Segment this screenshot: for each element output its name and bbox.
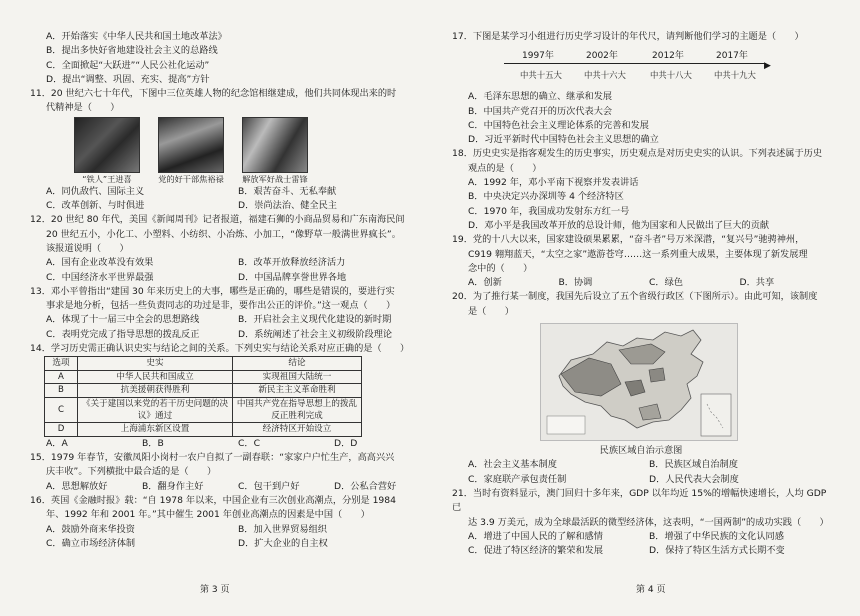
q19-stem-2: C919 翱翔蓝天，“太空之家”遨游苍穹……这一系列重大成果，主要体现了新发展理 — [468, 248, 808, 260]
q10-option-d: D．提出“调整、巩固、充实、提高”方针 — [46, 73, 210, 85]
map-caption: 民族区域自治示意图 — [599, 445, 683, 457]
q11-option-a: A．同仇敌忾、国际主义 — [46, 185, 145, 197]
q20-options-row2 — [452, 473, 830, 487]
q17-option-a: A．毛泽东思想的确立、继承和发展 — [468, 91, 613, 103]
q16-options-row2 — [30, 537, 430, 551]
q11-stem-cont: 代精神是（ ） — [46, 102, 120, 114]
q17-stem: 17．下图是某学习小组进行历史学习设计的年代尺，请判断他们学习的主题是（ ） — [452, 31, 804, 42]
q15-option-a: A．思想解放好 — [46, 480, 108, 492]
photo-jiao-yulu — [158, 117, 224, 185]
table-row — [45, 370, 362, 383]
q12-stem-1: 12．20 世纪 80 年代，美国《新闻周刊》记者报道，福建石狮的小商品贸易和广东南海民间 — [30, 214, 405, 226]
q18-stem-2: 观点的是（ ） — [468, 162, 542, 174]
table-row — [45, 423, 362, 436]
q15-option-b: B．翻身作主好 — [142, 480, 204, 492]
q16-option-d: D．扩大企业的自主权 — [238, 537, 328, 549]
q13-stem-1: 13．邓小平曾指出“建国 30 年来历史上的大事，哪些是正确的，哪些是错误的，要进行实 — [30, 285, 395, 297]
q11-photos — [74, 117, 430, 185]
q20-option-c: C．家庭联产承包责任制 — [468, 473, 567, 485]
q17-option-d: D．习近平新时代中国特色社会主义思想的确立 — [468, 134, 659, 146]
q12-options-row2 — [30, 271, 430, 285]
q11-option-c: C．改革创新、与时俱进 — [46, 200, 145, 212]
q16-stem-2: 年、1992 年和 2001 年。”其中催生 2001 年创业高潮点的因素是中国（ ） — [46, 509, 370, 521]
q19-option-a: A．创新 — [468, 277, 502, 289]
table-cell: B — [45, 384, 78, 397]
q12-option-d: D．中国品牌享誉世界各地 — [238, 271, 347, 283]
q21-option-c: C．促进了特区经济的繁荣和发展 — [468, 545, 604, 557]
q14-table — [44, 356, 362, 436]
q13-options-row2 — [30, 328, 430, 342]
q17-timeline — [452, 46, 830, 88]
table-cell: A — [45, 370, 78, 383]
timeline-arrow-icon: ▶ — [764, 61, 771, 72]
q15-option-d: D．公私合营好 — [334, 480, 397, 492]
q18-option-b: B．中央决定兴办深圳等 4 个经济特区 — [468, 191, 624, 203]
q11-option-d: D．崇尚法治、健全民主 — [238, 200, 337, 212]
q11-options-row1 — [30, 185, 430, 199]
page-number-3: 第 3 页 — [200, 585, 230, 595]
q18-option-d: D．邓小平是我国改革开放的总设计师，他为国家和人民做出了巨大的贡献 — [468, 219, 770, 231]
timeline-year: 2002年 — [586, 51, 618, 62]
q14-option-b: B．B — [142, 437, 164, 449]
q19-options — [452, 276, 830, 290]
q13-option-b: B．开启社会主义现代化建设的新时期 — [238, 314, 392, 326]
q21-option-a: A．增进了中国人民的了解和感情 — [468, 530, 603, 542]
table-cell: 《关于建国以来党的若干历史问题的决议》通过 — [78, 397, 233, 423]
q19-option-b: B．协调 — [558, 277, 593, 289]
q14-options — [30, 437, 430, 451]
q11-stem: 11．20 世纪六七十年代，下图中三位英雄人物的纪念馆相继建成，他们共同体现出来的时 — [30, 88, 397, 100]
table-row — [45, 384, 362, 397]
q16-stem-1: 16．英国《金融时报》载：“自 1978 年以来，中国企业有三次创业高潮点，分别是 1984 — [30, 494, 396, 506]
photo-caption: “铁人”王进喜 — [82, 173, 132, 184]
q21-options-row2 — [452, 544, 830, 558]
q20-option-d: D．人民代表大会制度 — [649, 473, 739, 485]
photo-image — [74, 117, 140, 173]
table-cell: 新民主主义革命胜利 — [233, 384, 362, 397]
q20-option-b: B．民族区域自治制度 — [649, 459, 738, 471]
q13-option-c: C．表明党完成了指导思想的拨乱反正 — [46, 328, 200, 340]
table-header-option: 选项 — [45, 357, 78, 370]
q21-stem-1: 21．当时有资料显示，澳门回归十多年来，GDP 以年均近 15%的增幅快速增长，人均 GDP 已 — [452, 487, 827, 514]
q10-option-b: B．提出多快好省地建设社会主义的总路线 — [46, 45, 218, 57]
timeline-year: 1997年 — [522, 51, 554, 62]
q11-options-row2 — [30, 199, 430, 213]
table-header-fact: 史实 — [78, 357, 233, 370]
map-svg — [541, 324, 737, 440]
table-cell: 实现祖国大陆统一 — [233, 370, 362, 383]
timeline-event: 中共十八大 — [650, 70, 692, 81]
q10-options — [30, 30, 430, 87]
q19-option-d: D．共享 — [739, 277, 775, 289]
q21-stem-2: 达 3.9 万美元，成为全球最活跃的微型经济体，这表明，“一国两制”的成功实践（ ） — [468, 516, 829, 528]
q13-stem-2: 事求是地分析，包括一些负责同志的功过是非，要作出公正的评价。”这一观点（ ） — [46, 300, 396, 312]
q21-option-d: D．保持了特区生活方式长期不变 — [649, 545, 785, 557]
timeline-event: 中共十九大 — [714, 70, 756, 81]
q21-options-row1 — [452, 530, 830, 544]
timeline-year: 2017年 — [716, 51, 748, 62]
q19-stem-3: 念中的（ ） — [468, 262, 533, 274]
q16-option-b: B．加入世界贸易组织 — [238, 523, 327, 535]
table-cell: 中华人民共和国成立 — [78, 370, 233, 383]
china-map-image — [540, 323, 738, 441]
q17-option-b: B．中国共产党召开的历次代表大会 — [468, 105, 613, 117]
table-cell: 经济特区开始设立 — [233, 423, 362, 436]
q16-option-c: C．确立市场经济体制 — [46, 537, 136, 549]
q15-option-c: C．包干到户好 — [238, 480, 300, 492]
page-number-4: 第 4 页 — [636, 585, 666, 595]
q13-option-d: D．系统阐述了社会主义初级阶段理论 — [238, 328, 393, 340]
q12-stem-3: 该报道说明（ ） — [46, 242, 129, 254]
photo-wang-jinxi — [74, 117, 140, 185]
q10-option-a: A．开始落实《中华人民共和国土地改革法》 — [46, 31, 227, 42]
q18-option-c: C．1970 年，我国成功发射东方红一号 — [468, 205, 630, 217]
q20-option-a: A．社会主义基本制度 — [468, 459, 557, 471]
q19-option-c: C．绿色 — [649, 277, 683, 289]
q11-option-b: B．艰苦奋斗、无私奉献 — [238, 185, 337, 197]
q12-option-b: B．改革开放释放经济活力 — [238, 257, 346, 269]
q21-option-b: B．增强了中华民族的文化认同感 — [649, 530, 784, 542]
q12-option-a: A．国有企业改革没有效果 — [46, 257, 154, 269]
table-cell: 抗美援朝获得胜利 — [78, 384, 233, 397]
q15-stem-1: 15．1979 年春节，安徽凤阳小岗村一农户自拟了一副春联：“家家户户忙生产，高高兴兴 — [30, 452, 395, 464]
table-cell: 上海浦东新区设置 — [78, 423, 233, 436]
table-row — [45, 397, 362, 423]
q12-stem-2: 20 世纪五小，小化工、小塑料、小纺织、小冶炼、小加工，“像野草一般满世界疯长”。 — [46, 228, 401, 240]
q14-option-c: C．C — [238, 437, 261, 449]
q14-stem: 14．学习历史需正确认识史实与结论之间的关系。下列史实与结论关系对应正确的是（ ） — [30, 343, 410, 355]
q17-option-c: C．中国特色社会主义理论体系的完善和发展 — [468, 119, 649, 131]
timeline-event: 中共十六大 — [584, 70, 626, 81]
q14-option-d: D．D — [334, 437, 358, 449]
q10-option-c: C．全面掀起“大跃进”“人民公社化运动” — [46, 59, 210, 71]
photo-image — [242, 117, 308, 173]
q13-option-a: A．体现了十一届三中全会的思想路线 — [46, 314, 200, 326]
table-cell: 中国共产党在指导思想上的拨乱反正胜利完成 — [233, 397, 362, 423]
photo-caption: 解放军好战士雷锋 — [242, 173, 308, 184]
page-3 — [30, 30, 430, 551]
photo-caption: 党的好干部焦裕禄 — [158, 173, 224, 184]
q14-option-a: A．A — [46, 437, 68, 449]
photo-image — [158, 117, 224, 173]
table-header-conclusion: 结论 — [233, 357, 362, 370]
q18-option-a: A．1992 年，邓小平南下视察并发表讲话 — [468, 177, 639, 189]
photo-lei-feng — [242, 117, 308, 185]
q12-option-c: C．中国经济水平世界最强 — [46, 271, 154, 283]
table-cell: D — [45, 423, 78, 436]
timeline-event: 中共十五大 — [520, 70, 562, 81]
page-4 — [452, 30, 830, 558]
q20-stem-2: 是（ ） — [468, 305, 514, 317]
q15-stem-2: 庆丰收”。下列横批中最合适的是（ ） — [46, 466, 217, 478]
table-cell: C — [45, 397, 78, 423]
timeline-year: 2012年 — [652, 51, 684, 62]
q19-stem-1: 19．党的十八大以来，国家建设硕果累累，“奋斗者”号万米深潜，“复兴号”驰骋神州， — [452, 234, 805, 246]
q13-options-row1 — [30, 313, 430, 327]
q20-stem-1: 20．为了推行某一制度，我国先后设立了五个省级行政区（下图所示）。由此可知，该制度 — [452, 291, 818, 303]
q12-options-row1 — [30, 256, 430, 270]
q15-options — [30, 480, 430, 494]
q20-options-row1 — [452, 458, 830, 472]
q16-options-row1 — [30, 523, 430, 537]
q18-stem-1: 18．历史史实是指客观发生的历史事实，历史观点是对历史史实的认识。下列表述属于历史 — [452, 148, 823, 160]
table-header-row — [45, 357, 362, 370]
q16-option-a: A．鼓励外商来华投资 — [46, 523, 135, 535]
